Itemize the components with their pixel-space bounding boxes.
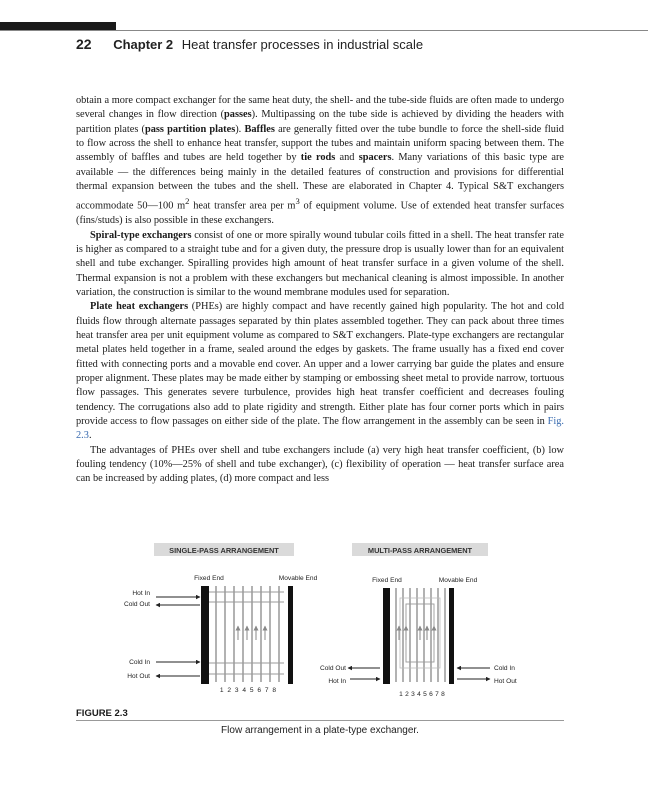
- left-fixed-end-plate: [201, 586, 209, 684]
- text-run: . Many variations of this basic type are available — the differences being mainly in the detailed features of construction and provisions for differential thermal expansion between the tubes and the shell. These are elaborated in Chapter 4. Typical S&T exchangers accommodate 50—100 m: [76, 152, 565, 212]
- term-baffles: Baffles: [244, 123, 275, 135]
- paragraph-4: [76, 444, 564, 487]
- text-run: .: [88, 430, 92, 442]
- term-passes: passes: [224, 109, 252, 121]
- superscript: 2: [185, 196, 190, 207]
- figure-link[interactable]: Fig. 2.3: [76, 416, 564, 442]
- running-header: [76, 36, 423, 52]
- text-run: and: [335, 152, 359, 164]
- right-hot-in-label: Hot In: [328, 678, 346, 685]
- body-text: [76, 94, 564, 487]
- text-run: consist of one or more spirally wound tubular coils fitted in a shell. The heat transfer rate is higher as compared to a straight tube and for a given duty, the pressure drop is usually lower than for an equivalent shell and tube exchanger. Spiralling provides high amount of heat transfer surface in a given volume of the shell. Thermal expansion is not a problem with these exchangers but mechanical cleaning is almost impossible. In another variation, the construction is similar to the wound membrane modules used for separation.: [76, 229, 564, 298]
- chapter-title: Heat transfer processes in industrial scale: [181, 37, 424, 52]
- page-number: 22: [76, 36, 92, 52]
- figure-rule: [76, 720, 564, 721]
- text-run: obtain a more compact exchanger for the same heat duty, the shell- and the tube-side fluids are often made to undergo several changes in flow direction (: [76, 95, 564, 121]
- plate-exchanger-figure: [70, 536, 570, 716]
- header-rule: [0, 30, 648, 31]
- left-movable-end-plate: [288, 586, 293, 684]
- term-tie-rods: tie rods: [300, 152, 336, 164]
- left-movable-end-label: Movable End: [278, 575, 318, 582]
- figure-label: FIGURE 2.3: [76, 708, 128, 719]
- figure-caption: Flow arrangement in a plate-type exchanger.: [221, 725, 419, 736]
- text-run: The advantages of PHEs over shell and tube exchangers include (a) very high heat transfer coefficient, (b) low fouling tendency (10%—25% of shell and tube exchanger), (c) flexibility of operation — heat transfer surface area can be increased by adding plates, (d) more compact and less: [76, 444, 564, 485]
- term-spiral-type: Spiral-type exchangers: [90, 229, 192, 241]
- left-plate-numbers: 1 2 3 4 5 6 7 8: [219, 687, 277, 694]
- chapter-label: Chapter 2: [113, 37, 174, 52]
- text-run: (PHEs) are highly compact and have recently gained high popularity. The hot and cold fluids flow through alternate passages separated by thin plates assembled together. They can pack about three times heat transfer area per unit equipment volume as compared to S&T exchangers. Plate-type exchangers are rectangular metal plates held together in a frame, sealed around the edges by gaskets. The frame usually has a fixed end cover fitted with connecting ports and a movable end cover. An upper and a lower carrying bar guide the plates and ensure proper alignment. These plates may be made either by stamping or embossing sheet metal to provide narrow, tortuous flow passages. This generates severe turbulence, provides high heat transfer coefficient and decreases fouling tendency. The corrugations also add to plate rigidity and strength. Either plate has four corner ports which in pairs provide access to flow passages on either side of the plate. The flow arrangement in the assembly can be seen in: [76, 301, 564, 427]
- right-plate-pack: [383, 588, 454, 684]
- paragraph-3: [76, 300, 564, 443]
- term-spacers: spacers: [358, 152, 392, 164]
- right-movable-end-plate: [449, 588, 454, 684]
- text-run: ). Multipassing on the tube side is achieved by dividing the headers with partition plates (: [76, 109, 564, 135]
- text-run: heat transfer area per m: [189, 200, 296, 212]
- multi-pass-title: MULTI-PASS ARRANGEMENT: [367, 546, 473, 555]
- term-plate-heat-exchangers: Plate heat exchangers: [90, 301, 189, 313]
- right-cold-in-label: Cold In: [494, 665, 515, 672]
- right-cold-out-label: Cold Out: [319, 665, 346, 672]
- right-fixed-end-label: Fixed End: [372, 577, 402, 584]
- right-plate-numbers: 1 2 3 4 5 6 7 8: [399, 691, 445, 698]
- text-run: ).: [235, 123, 245, 135]
- superscript: 3: [295, 196, 300, 207]
- right-fixed-end-plate: [383, 588, 390, 684]
- paragraph-1: [76, 94, 564, 229]
- left-cold-in-label: Cold In: [129, 659, 150, 666]
- text-run: of equipment volume. Use of extended heat transfer surfaces (fins/studs) is also possible in these exchangers.: [76, 200, 564, 227]
- term-pass-partition-plates: pass partition plates: [144, 123, 236, 135]
- left-plate-pack: [201, 586, 293, 684]
- right-hot-out-label: Hot Out: [494, 678, 517, 685]
- left-hot-out-label: Hot Out: [127, 673, 150, 680]
- paragraph-2: [76, 229, 564, 301]
- right-movable-end-label: Movable End: [438, 577, 478, 584]
- left-cold-out-label: Cold Out: [123, 601, 150, 608]
- single-pass-title: SINGLE-PASS ARRANGEMENT: [169, 546, 279, 555]
- left-hot-in-label: Hot In: [132, 590, 150, 597]
- left-fixed-end-label: Fixed End: [194, 575, 224, 582]
- text-run: are generally fitted over the tube bundle to force the shell-side fluid to flow across the shell to enhance heat transfer, support the tubes and maintain uniform spacing between them. The assembly of baffles and tubes are held together by: [76, 123, 564, 164]
